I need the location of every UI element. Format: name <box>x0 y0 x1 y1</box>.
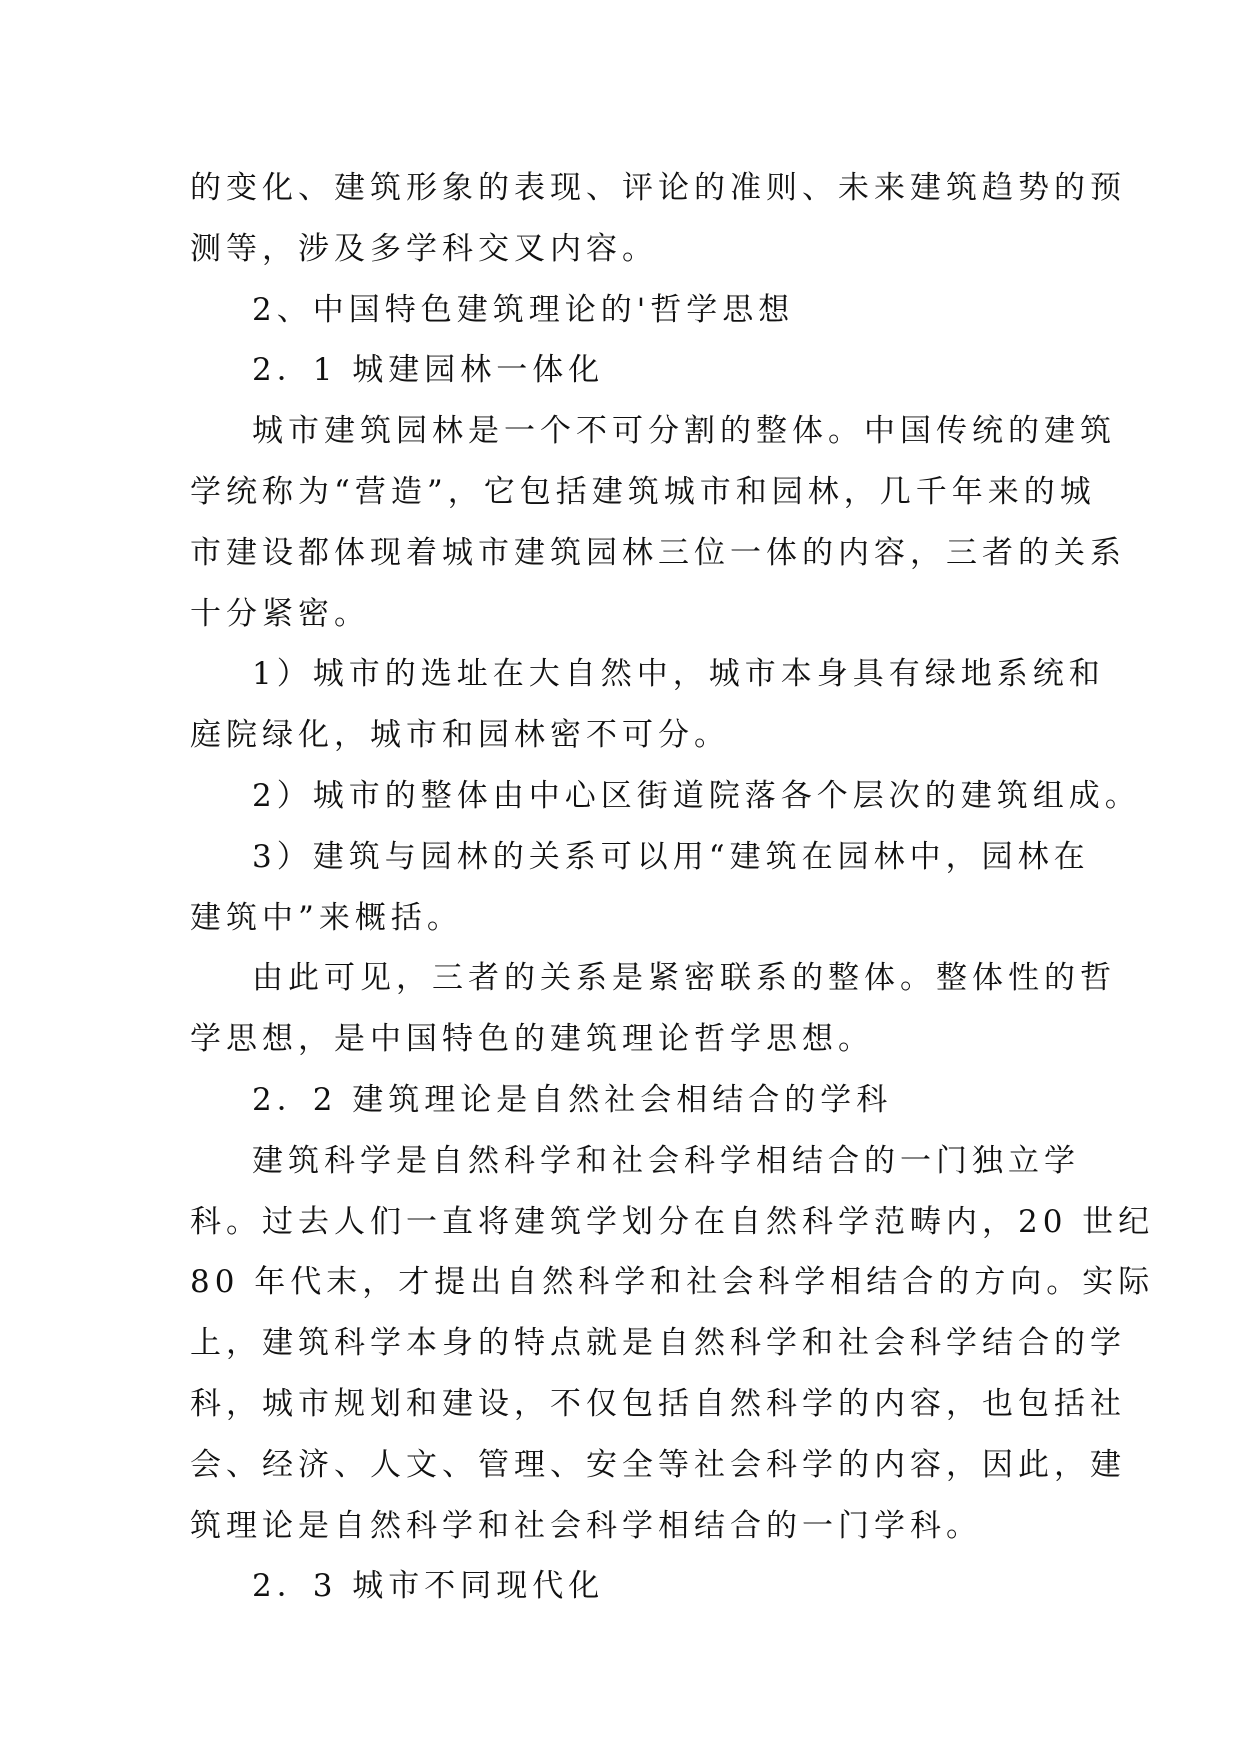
text-line: 80 年代末，才提出自然科学和社会科学相结合的方向。实际 <box>190 1264 1155 1301</box>
text-line: 学统称为“营造”，它包括建筑城市和园林，几千年来的城 <box>190 473 1096 510</box>
text-line: 庭院绿化，城市和园林密不可分。 <box>190 717 730 754</box>
text-line: 上，建筑科学本身的特点就是自然科学和社会科学结合的学 <box>190 1325 1126 1362</box>
text-line: 2）城市的整体由中心区街道院落各个层次的建筑组成。 <box>252 777 1141 814</box>
text-line: 学思想，是中国特色的建筑理论哲学思想。 <box>190 1021 874 1058</box>
text-line: 科。过去人们一直将建筑学划分在自然科学范畴内，20 世纪 <box>190 1203 1155 1240</box>
text-line: 筑理论是自然科学和社会科学相结合的一门学科。 <box>190 1507 982 1544</box>
text-line: 1）城市的选址在大自然中，城市本身具有绿地系统和 <box>252 656 1105 693</box>
text-line: 十分紧密。 <box>190 595 370 632</box>
text-line: 会、经济、人文、管理、安全等社会科学的内容，因此，建 <box>190 1446 1126 1483</box>
text-line: 科，城市规划和建设，不仅包括自然科学的内容，也包括社 <box>190 1385 1126 1422</box>
text-line: 3）建筑与园林的关系可以用“建筑在园林中，园林在 <box>252 838 1090 875</box>
text-line: 2．3 城市不同现代化 <box>252 1568 605 1605</box>
text-line: 2、中国特色建筑理论的'哲学思想 <box>252 291 795 328</box>
text-line: 测等，涉及多学科交叉内容。 <box>190 230 658 267</box>
text-line: 建筑科学是自然科学和社会科学相结合的一门独立学 <box>252 1142 1080 1179</box>
text-line: 的变化、建筑形象的表现、评论的准则、未来建筑趋势的预 <box>190 170 1126 206</box>
text-line: 由此可见，三者的关系是紧密联系的整体。整体性的哲 <box>252 960 1116 997</box>
text-line: 建筑中”来概括。 <box>190 899 463 936</box>
text-line: 城市建筑园林是一个不可分割的整体。中国传统的建筑 <box>252 413 1116 450</box>
text-line: 2．2 建筑理论是自然社会相结合的学科 <box>252 1081 893 1118</box>
text-line: 2．1 城建园林一体化 <box>252 352 605 389</box>
body-text <box>190 158 1155 1617</box>
text-line: 市建设都体现着城市建筑园林三位一体的内容，三者的关系 <box>190 534 1126 571</box>
